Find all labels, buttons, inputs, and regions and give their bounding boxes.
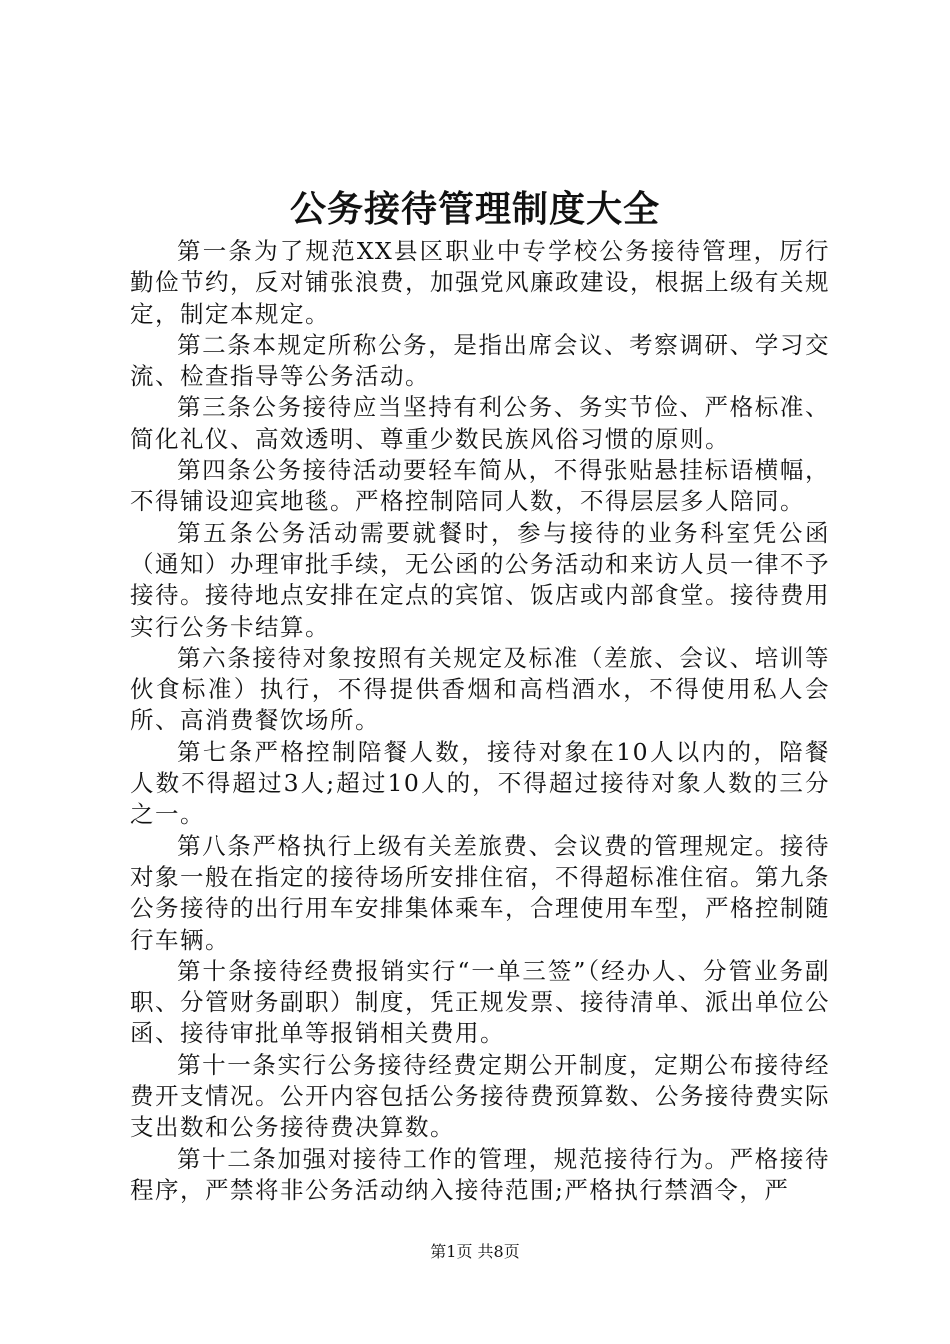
article-paragraph: 第五条公务活动需要就餐时，参与接待的业务科室凭公函（通知）办理审批手续，无公函的公务活动和来访人员一律不予接待。接待地点安排在定点的宾馆、饭店或内部食堂。接待费用实行公务卡结算。	[130, 518, 830, 641]
document-body	[130, 236, 830, 1206]
article-paragraph: 第十一条实行公务接待经费定期公开制度，定期公布接待经费开支情况。公开内容包括公务接待费预算数、公务接待费实际支出数和公务接待费决算数。	[130, 1050, 830, 1142]
article-paragraph: 第三条公务接待应当坚持有利公务、务实节俭、严格标准、简化礼仪、高效透明、尊重少数民族风俗习惯的原则。	[130, 393, 830, 453]
document-title: 公务接待管理制度大全	[289, 188, 660, 230]
article-paragraph: 第二条本规定所称公务，是指出席会议、考察调研、学习交流、检查指导等公务活动。	[130, 330, 830, 391]
article-paragraph: 第八条严格执行上级有关差旅费、会议费的管理规定。接待对象一般在指定的接待场所安排住宿，不得超标准住宿。第九条公务接待的出行用车安排集体乘车，合理使用车型，严格控制随行车辆。	[130, 831, 830, 954]
article-paragraph: 第七条严格控制陪餐人数，接待对象在10人以内的，陪餐人数不得超过3人;超过10人的，不得超过接待对象人数的三分之一。	[130, 737, 830, 829]
article-paragraph: 第十条接待经费报销实行“一单三签”（经办人、分管业务副职、分管财务副职）制度，凭正规发票、接待清单、派出单位公函、接待审批单等报销相关费用。	[130, 956, 830, 1048]
article-paragraph: 第四条公务接待活动要轻车简从，不得张贴悬挂标语横幅，不得铺设迎宾地毯。严格控制陪同人数，不得层层多人陪同。	[130, 456, 830, 516]
article-paragraph: 第十二条加强对接待工作的管理，规范接待行为。严格接待程序，严禁将非公务活动纳入接待范围;严格执行禁酒令，严	[130, 1144, 830, 1204]
page-number-footer: 第1页 共8页	[430, 1242, 520, 1261]
article-paragraph: 第六条接待对象按照有关规定及标准（差旅、会议、培训等伙食标准）执行，不得提供香烟和高档酒水，不得使用私人会所、高消费餐饮场所。	[130, 643, 830, 735]
article-paragraph: 第一条为了规范XX县区职业中专学校公务接待管理，厉行勤俭节约，反对铺张浪费，加强党风廉政建设，根据上级有关规定，制定本规定。	[130, 237, 830, 328]
